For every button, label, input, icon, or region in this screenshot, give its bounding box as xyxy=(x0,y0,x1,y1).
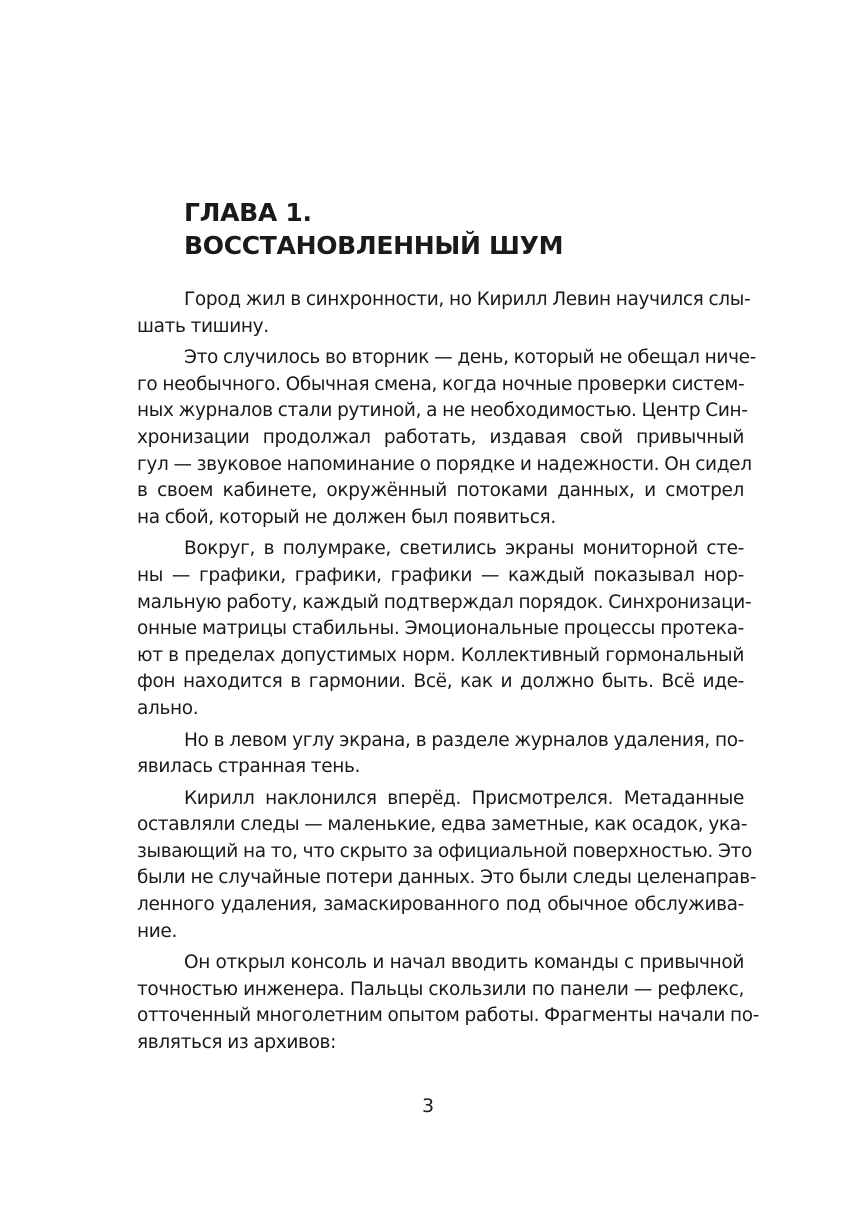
paragraph-line: шать тишину. xyxy=(137,315,269,337)
paragraph-line: хронизации продолжал работать, издавая свой привычный xyxy=(137,426,744,448)
paragraph xyxy=(137,345,757,531)
paragraph-line: Город жил в синхронности, но Кирилл Левин научился слы- xyxy=(184,289,751,310)
paragraph-line: ленного удаления, замаскированного под обычное обслужива- xyxy=(137,894,744,916)
paragraph-line: мальную работу, каждый подтверждал порядок. Синхронизаци- xyxy=(137,591,752,613)
paragraph-line: Вокруг, в полумраке, светились экраны мониторной сте- xyxy=(184,538,744,560)
paragraph-line: в своем кабинете, окружённый потоками данных, и смотрел xyxy=(137,480,744,502)
chapter-title xyxy=(184,196,744,262)
paragraph-line: го необычного. Обычная смена, когда ночные проверки систем- xyxy=(137,373,745,395)
paragraph-line: фон находится в гармонии. Всё, как и должно быть. Всё иде- xyxy=(137,671,744,693)
paragraph-line: отточенный многолетним опытом работы. Фрагменты начали по- xyxy=(137,1005,760,1027)
paragraph-line: точностью инженера. Пальцы скользили по панели — рефлекс, xyxy=(137,978,744,1000)
paragraph-line: Это случилось во вторник — день, который не обещал ниче- xyxy=(184,347,757,369)
paragraph xyxy=(137,287,751,340)
paragraph-line: ально. xyxy=(137,697,199,719)
paragraph-line: являться из архивов: xyxy=(137,1032,336,1054)
paragraph xyxy=(137,728,744,781)
paragraph-line: ных журналов стали рутиной, а не необходимостью. Центр Син- xyxy=(137,400,748,422)
page-number: 3 xyxy=(421,1095,435,1117)
paragraph-line: ют в пределах допустимых норм. Коллективный гормональный xyxy=(137,644,744,666)
paragraph xyxy=(137,536,752,722)
chapter-title-line-2: ВОССТАНОВЛЕННЫЙ ШУМ xyxy=(184,231,564,260)
paragraph-line: явилась странная тень. xyxy=(137,756,361,778)
paragraph-line: зывающий на то, что скрыто за официальной поверхностью. Это xyxy=(137,840,752,862)
paragraph xyxy=(137,950,760,1056)
paragraph-line: были не случайные потери данных. Это были следы целенаправ- xyxy=(137,867,757,889)
paragraph-line: ние. xyxy=(137,920,177,942)
paragraph-line: онные матрицы стабильны. Эмоциональные процессы протека- xyxy=(137,618,744,640)
paragraph-line: Он открыл консоль и начал вводить команды с привычной xyxy=(184,952,744,974)
paragraph-line: гул — звуковое напоминание о порядке и надежности. Он сидел xyxy=(137,453,752,475)
paragraph-line: ны — графики, графики, графики — каждый показывал нор- xyxy=(137,564,744,586)
paragraph-line: на сбой, который не должен был появиться. xyxy=(137,506,556,528)
chapter-body xyxy=(137,287,760,1062)
chapter-title-line-1: ГЛАВА 1. xyxy=(184,198,312,227)
paragraph-line: Но в левом углу экрана, в разделе журналов удаления, по- xyxy=(184,729,744,751)
paragraph xyxy=(137,786,757,946)
paragraph-line: Кирилл наклонился вперёд. Присмотрелся. Метаданные xyxy=(184,787,744,809)
paragraph-line: оставляли следы — маленькие, едва заметные, как осадок, ука- xyxy=(137,814,748,836)
